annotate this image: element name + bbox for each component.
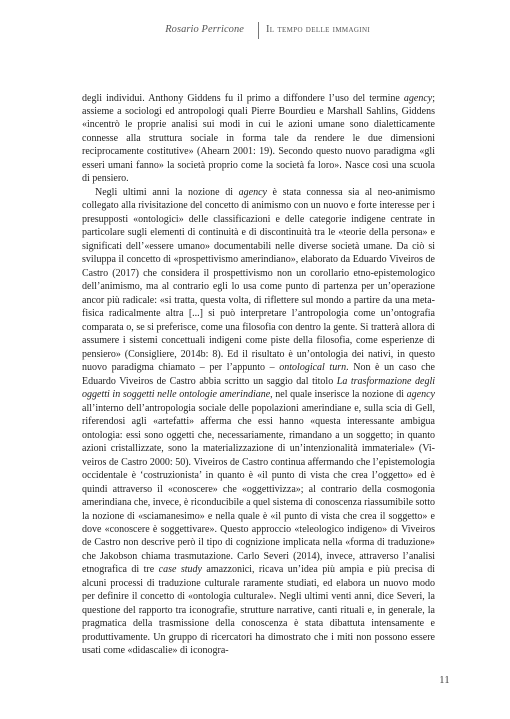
italic-title: La trasformazione degli oggetti in soggetti nelle ontologie amerindiane <box>82 375 436 401</box>
body-text <box>82 92 435 658</box>
italic-term: agency <box>406 389 435 401</box>
running-head-author: Rosario Perricone <box>165 24 244 35</box>
italic-term: case study <box>158 564 202 576</box>
text-run: è stata connessa sia al neo-animismo collegato alla rivisitazione del concetto di animismo con un nuovo e forte interesse per i presupposti «ontologici» delle classificazioni e delle categorie indigene centrate in particolare sugli elementi di continuità e di discontinuità tra le «teorie della persona» e significati dell’«essere umano» documentabili nelle diverse società umane. Da ciò si sviluppa il concetto di «prospettivismo amerindiano», elaborato da Eduardo Viveiros de Castro (2017) che considera il prospettivismo non un corollario etno-epistemologico dell’animismo, ma al contrario egli lo usa come punto di partenza per un’operazione ancor più radicale: «si tratta, questa volta, di riflettere sul mondo a partire da una metafisica radicalmente altra [...] si può interpretare l’antropologia come un’ontografia comparata o, se si preferisce, come una filosofia con dentro la gente. Si tratterà allora di assumere i sistemi concettuali indigeni come piste della filosofia, come esperienze di pensiero» (Consigliere, 2014b: 8). Ed il risultato è un’ontologia dei nativi, in questo nuovo paradigma chiamato – per l’appunto – <box>82 186 435 374</box>
text-run: , nel quale inserisce la nozione di <box>270 389 407 401</box>
running-head-title: Il tempo delle immagini <box>266 24 371 35</box>
italic-term: agency <box>238 186 267 198</box>
paragraph-1 <box>82 92 435 186</box>
running-head <box>0 22 510 42</box>
text-run: . Non è un caso che Eduardo Viveiros de Castro abbia scritto un saggio dal titolo <box>82 362 435 387</box>
page-number: 11 <box>439 675 450 686</box>
text-run: ; assieme a sociologi ed antropologi quali Pierre Bourdieu e Marshall Sahlins, Giddens «incentrò le proprie analisi sui modi in cui le azioni umane sono dialetticamente connesse alla struttura sociale in forma tale da rendere le due dimensioni reciprocamente costitutive» (Ahearn 2001: 19). Secondo questo nuovo paradigma «gli esseri umani fanno» la società proprio come la società fa loro». Nasce così una scuola di pensiero. <box>82 92 435 185</box>
paragraph-2 <box>82 186 435 658</box>
text-run: degli individui. Anthony Giddens fu il primo a diffondere l’uso del termine <box>82 92 404 104</box>
text-run: all’interno dell’antropologia sociale delle popolazioni amerindiane e, sulla scia di Gell, riferendosi agli «artefatti» afferma che essi hanno «questa interessante ambigua ontologia: essi sono oggetti che, necessariamente, rimandano a un soggetto; in quanto azioni cristallizzate, sono la materializzazione di un’intenzionalità immateriale» (Viveiros de Castro 2000: 50). Viveiros de Castro continua affermando che l’epistemologia occidentale è ‘costruzionista’ in quanto è «il punto di vista che crea l’oggetto» ed è quindi attraverso il «conoscere» che «oggettivizza»; al contrario della cosmogonia amerindiana che, invece, è riconducibile a quel sistema di conoscenza riassumibile sotto la nozione di «sciamanesimo» e nella quale è «il punto di vista che crea il soggetto» e dove «conoscere è soggettivare». Questo approccio «teleologico indigeno» di Viveiros de Castro non descrive però il tipo di cognizione implicata nella «forma di traduzione» che Jakobson chiama trasmutazione. Carlo Severi (2014), invece, attraverso l’analisi etnografica di tre <box>82 402 435 576</box>
running-head-divider <box>258 22 259 39</box>
italic-term: agency <box>403 92 433 104</box>
text-run: amazzonici, ricava un’idea più ampia e più precisa di alcuni processi di traduzione culturale raramente studiati, ed elabora un nuovo modo per definire il concetto di «ontologia culturale». Negli ultimi venti anni, dice Severi, la questione del rapporto tra iconografie, strutture narrative, canti rituali e, in generale, la pragmatica della trasmissione della conoscenza è stata dibattuta intensamente e produttivamente. Un gruppo di ricercatori ha dimostrato che i miti non possono essere usati come «didascalie» di iconogra- <box>82 564 435 657</box>
italic-term: ontological turn <box>279 362 347 374</box>
text-run: Negli ultimi anni la nozione di <box>95 186 239 198</box>
